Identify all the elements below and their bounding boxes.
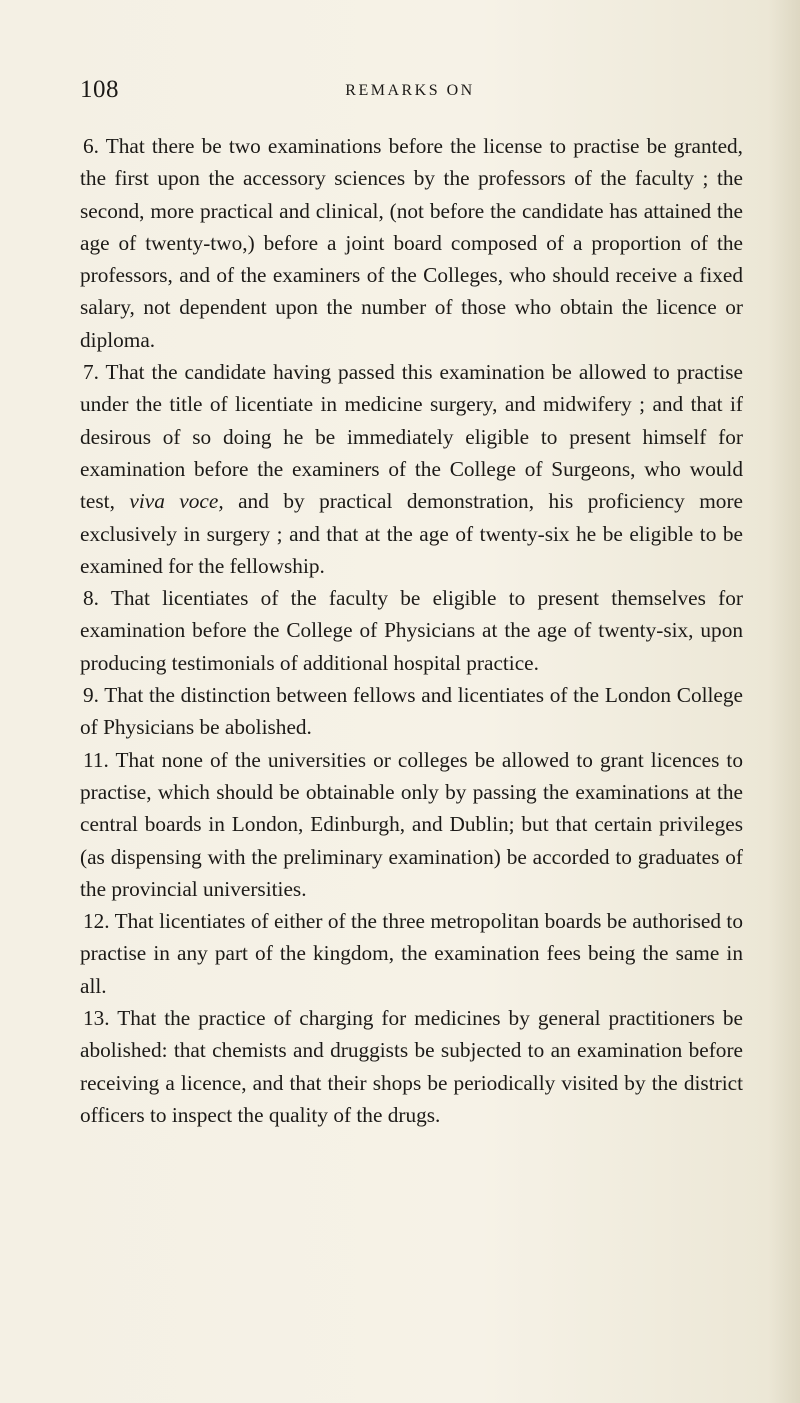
body-text (80, 130, 743, 1131)
paragraph-12: 12. That licentiates of either of the three metropolitan boards be authorised to practise in any part of the kingdom, the examination fees being the same in all. (80, 909, 743, 998)
paragraph-11: 11. That none of the universities or colleges be allowed to grant licences to practise, which should be obtainable only by passing the examinations at the central boards in London, Edinburgh, and Dublin; but that certain privileges (as dispensing with the preliminary examination) be accorded to graduates of the provincial universities. (80, 747, 743, 901)
paragraph-7-before: 7. That the candidate having passed this examination be allowed to practise under the title of licentiate in medicine surgery, and midwifery ; and that if desirous of so doing he be immediately eligible to present himself for examination before the examiners of the College of Surgeons, who would test, (80, 360, 743, 514)
paragraph-7-after: and by practical demonstration, his proficiency more exclusively in surgery ; and that at the age of twenty-six he be eligible to be examined for the fellowship. (80, 489, 743, 578)
paragraph-7-italic: viva voce, (129, 489, 224, 514)
paragraph-6: 6. That there be two examinations before the license to practise be granted, the first upon the accessory sciences by the professors of the faculty ; the second, more practical and clinical, (not before the candidate has attained the age of twenty-two,) before a joint board composed of a proportion of the professors, and of the examiners of the Colleges, who should receive a fixed salary, not dependent upon the number of those who obtain the licence or diploma. (80, 134, 743, 352)
paragraph-9: 9. That the distinction between fellows and licentiates of the London College of Physicians be abolished. (80, 683, 743, 740)
paragraph-7 (80, 356, 743, 582)
paragraph-13: 13. That the practice of charging for medicines by general practitioners be abolished: that chemists and druggists be subjected to an examination before receiving a licence, and that their shops be periodically visited by the district officers to inspect the quality of the drugs. (80, 1006, 743, 1127)
page-header (80, 76, 730, 116)
running-head: REMARKS ON (345, 82, 475, 99)
paragraph-8: 8. That licentiates of the faculty be eligible to present themselves for examination before the College of Physicians at the age of twenty-six, upon producing testimonials of additional hospital practice. (80, 586, 743, 675)
page-number: 108 (80, 76, 119, 103)
